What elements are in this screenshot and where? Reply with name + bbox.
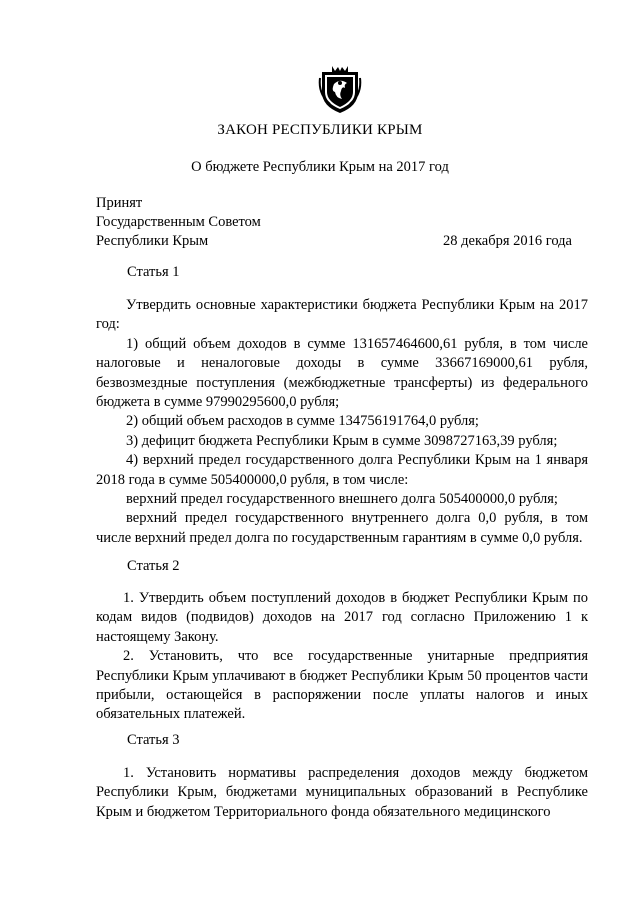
- article-2-paragraph: 2. Установить, что все государственные унитарные предприятия Республики Крым уплачивают в бюджет Республики Крым 50 процентов части прибыли, остающейся в распоряжении после уплаты налогов и иных обязательных платежей.: [96, 648, 588, 723]
- article-3-body: [96, 764, 588, 822]
- article-1-paragraph: 2) общий объем расходов в сумме 134756191764,0 рубля;: [126, 413, 479, 430]
- article-1-paragraph: 1) общий объем доходов в сумме 131657464600,61 рубля, в том числе налоговые и неналоговые доходы в сумме 33667169000,61 рубля, безвозмездные поступления (межбюджетные трансферты) из федерального бюджета в сумме 97990295600,0 рубля;: [96, 335, 588, 411]
- article-1-body: [96, 296, 588, 548]
- adoption-date: 28 декабря 2016 года: [443, 233, 572, 249]
- article-1-paragraph: Утвердить основные характеристики бюджета Республики Крым на 2017 год:: [96, 297, 588, 333]
- article-1-paragraph: 3) дефицит бюджета Республики Крым в сумме 3098727163,39 рубля;: [126, 432, 558, 449]
- article-1-paragraph: верхний предел государственного внешнего долга 505400000,0 рубля;: [126, 491, 558, 508]
- article-2-body: [96, 589, 588, 725]
- article-3-paragraph: 1. Установить нормативы распределения доходов между бюджетом Республики Крым, бюджетами муниципальных образований в Республике Крым и бюджетом Территориального фонда обязательного медицинского: [96, 765, 588, 820]
- adopted-line-3: Республики Крым: [96, 233, 209, 249]
- adopted-line-1: Принят: [96, 195, 143, 211]
- adopted-line-2: Государственным Советом: [96, 214, 261, 230]
- adoption-block: [96, 194, 261, 251]
- article-2-paragraph: 1. Утвердить объем поступлений доходов в бюджет Республики Крым по кодам видов (подвидов) доходов на 2017 год согласно Приложению 1 к настоящему Закону.: [96, 590, 588, 645]
- article-1-title: Статья 1: [127, 264, 180, 280]
- article-1-paragraph: 4) верхний предел государственного долга Республики Крым на 1 января 2018 года в сумме 505400000,0 рубля, в том числе:: [96, 452, 588, 488]
- document-title: ЗАКОН РЕСПУБЛИКИ КРЫМ: [217, 122, 423, 138]
- crimea-coat-of-arms-icon: [318, 64, 362, 114]
- article-3-title: Статья 3: [127, 732, 180, 748]
- article-1-paragraph: верхний предел государственного внутреннего долга 0,0 рубля, в том числе верхний предел долга по государственным гарантиям в сумме 0,0 рубля.: [96, 510, 588, 546]
- article-2-title: Статья 2: [127, 558, 180, 574]
- document-subtitle: О бюджете Республики Крым на 2017 год: [191, 159, 449, 175]
